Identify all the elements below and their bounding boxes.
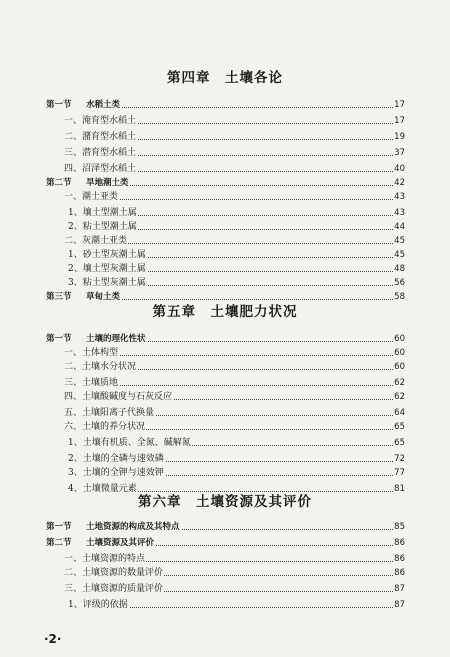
- section-title: 土壤的理化性状: [86, 334, 146, 344]
- toc-entry[interactable]: [0, 276, 450, 290]
- chapter-title: 第四章 土壤各论: [167, 70, 283, 86]
- toc-entry[interactable]: [0, 146, 450, 160]
- page-number: 43: [394, 208, 405, 218]
- entry-title: 二、土壤水分状况: [64, 362, 137, 372]
- toc-entry[interactable]: [0, 190, 450, 204]
- page-number: 81: [394, 484, 405, 494]
- toc-entry[interactable]: [0, 598, 450, 612]
- page-number: 58: [394, 292, 405, 302]
- page-number: 87: [394, 584, 405, 594]
- page-number: 60: [394, 334, 405, 344]
- section-number: 第三节: [46, 292, 72, 302]
- dot-leader: [86, 607, 395, 608]
- page-number: 77: [394, 468, 405, 478]
- toc-entry[interactable]: [0, 582, 450, 596]
- page-number: 17: [394, 100, 405, 110]
- toc-entry[interactable]: [0, 162, 450, 176]
- section-number: 第一节: [46, 100, 72, 110]
- folio-page-number: ·2·: [44, 632, 62, 646]
- dot-leader: [86, 385, 395, 386]
- toc-entry[interactable]: [0, 466, 450, 480]
- entry-title: 2、土壤的全磷与速效磷: [68, 454, 164, 464]
- toc-entry[interactable]: [0, 248, 450, 262]
- toc-entry[interactable]: [0, 406, 450, 420]
- entry-title: 1、砂土型灰潮土属: [68, 250, 146, 260]
- toc-entry[interactable]: [0, 114, 450, 128]
- entry-title: 一、潮土亚类: [64, 192, 119, 202]
- entry-title: 1、土壤有机质、全氮、碱解氮: [68, 438, 191, 448]
- section-number: 第二节: [46, 538, 72, 548]
- toc-entry[interactable]: [0, 346, 450, 360]
- page-number: 44: [394, 222, 405, 232]
- page-number: 86: [394, 568, 405, 578]
- toc-entry[interactable]: [0, 360, 450, 374]
- toc-entry[interactable]: [0, 536, 450, 550]
- toc-entry[interactable]: [0, 376, 450, 390]
- section-title: 土地资源的构成及其特点: [86, 522, 180, 532]
- entry-title: 三、土壤质地: [64, 378, 119, 388]
- section-title: 旱地潮土类: [86, 178, 129, 188]
- page-number: 40: [394, 164, 405, 174]
- toc-entry[interactable]: [0, 332, 450, 346]
- entry-title: 一、土体构型: [64, 348, 119, 358]
- page-number: 86: [394, 554, 405, 564]
- section-title: 水稻土类: [86, 100, 121, 110]
- toc-entry[interactable]: [0, 566, 450, 580]
- entry-title: 1、壤土型潮土属: [68, 208, 137, 218]
- entry-title: 一、淹育型水稻土: [64, 116, 137, 126]
- section-number: 第一节: [46, 522, 72, 532]
- page-number: 65: [394, 438, 405, 448]
- toc-entry[interactable]: [0, 130, 450, 144]
- page-number: 48: [394, 264, 405, 274]
- entry-title: 2、壤土型灰潮土属: [68, 264, 146, 274]
- page-number: 37: [394, 148, 405, 158]
- chapter-title: 第六章 土壤资源及其评价: [138, 494, 312, 510]
- page-number: 45: [394, 250, 405, 260]
- entry-title: 4、土壤微量元素: [68, 484, 137, 494]
- entry-title: 一、土壤资源的特点: [64, 554, 146, 564]
- toc-entry[interactable]: [0, 206, 450, 220]
- toc-entry[interactable]: [0, 220, 450, 234]
- entry-title: 三、土壤资源的质量评价: [64, 584, 164, 594]
- page-number: 43: [394, 192, 405, 202]
- entry-title: 二、潴育型水稻土: [64, 132, 137, 142]
- toc-entry[interactable]: [0, 420, 450, 434]
- entry-title: 二、灰潮土亚类: [64, 236, 128, 246]
- toc-entry[interactable]: [0, 452, 450, 466]
- entry-title: 二、土壤资源的数量评价: [64, 568, 164, 578]
- page-number: 65: [394, 422, 405, 432]
- page-number: 72: [394, 454, 405, 464]
- section-number: 第二节: [46, 178, 72, 188]
- dot-leader: [86, 185, 395, 186]
- page-number: 17: [394, 116, 405, 126]
- entry-title: 3、粘土型灰潮土属: [68, 278, 146, 288]
- page-number: 42: [394, 178, 405, 188]
- toc-entry[interactable]: [0, 234, 450, 248]
- entry-title: 四、土壤酸碱度与石灰反应: [64, 392, 173, 402]
- dot-leader: [86, 199, 395, 200]
- page-number: 19: [394, 132, 405, 142]
- toc-entry[interactable]: [0, 390, 450, 404]
- page-number: 60: [394, 362, 405, 372]
- section-title: 土壤资源及其评价: [86, 538, 155, 548]
- page-number: 87: [394, 600, 405, 610]
- page-number: 85: [394, 522, 405, 532]
- section-number: 第一节: [46, 334, 72, 344]
- entry-title: 三、潜育型水稻土: [64, 148, 137, 158]
- entry-title: 六、土壤的养分状况: [64, 422, 146, 432]
- toc-entry[interactable]: [0, 520, 450, 534]
- page-number: 64: [394, 408, 405, 418]
- toc-entry[interactable]: [0, 98, 450, 112]
- toc-entry[interactable]: [0, 552, 450, 566]
- dot-leader: [86, 107, 395, 108]
- page-number: 62: [394, 392, 405, 402]
- toc-entry[interactable]: [0, 176, 450, 190]
- section-title: 草甸土类: [86, 292, 121, 302]
- entry-title: 2、粘土型潮土属: [68, 222, 137, 232]
- toc-entry[interactable]: [0, 262, 450, 276]
- entry-title: 3、土壤的全钾与速效钾: [68, 468, 164, 478]
- entry-title: 五、土壤阳离子代换量: [64, 408, 155, 418]
- dot-leader: [86, 355, 395, 356]
- entry-title: 四、沼泽型水稻土: [64, 164, 137, 174]
- dot-leader: [86, 243, 395, 244]
- page-number: 56: [394, 278, 405, 288]
- page-number: 62: [394, 378, 405, 388]
- page-number: 86: [394, 538, 405, 548]
- page-number: 60: [394, 348, 405, 358]
- chapter-title: 第五章 土壤肥力状况: [152, 304, 298, 320]
- page-number: 45: [394, 236, 405, 246]
- entry-title: 1、评级的依据: [68, 600, 128, 610]
- toc-entry[interactable]: [0, 436, 450, 450]
